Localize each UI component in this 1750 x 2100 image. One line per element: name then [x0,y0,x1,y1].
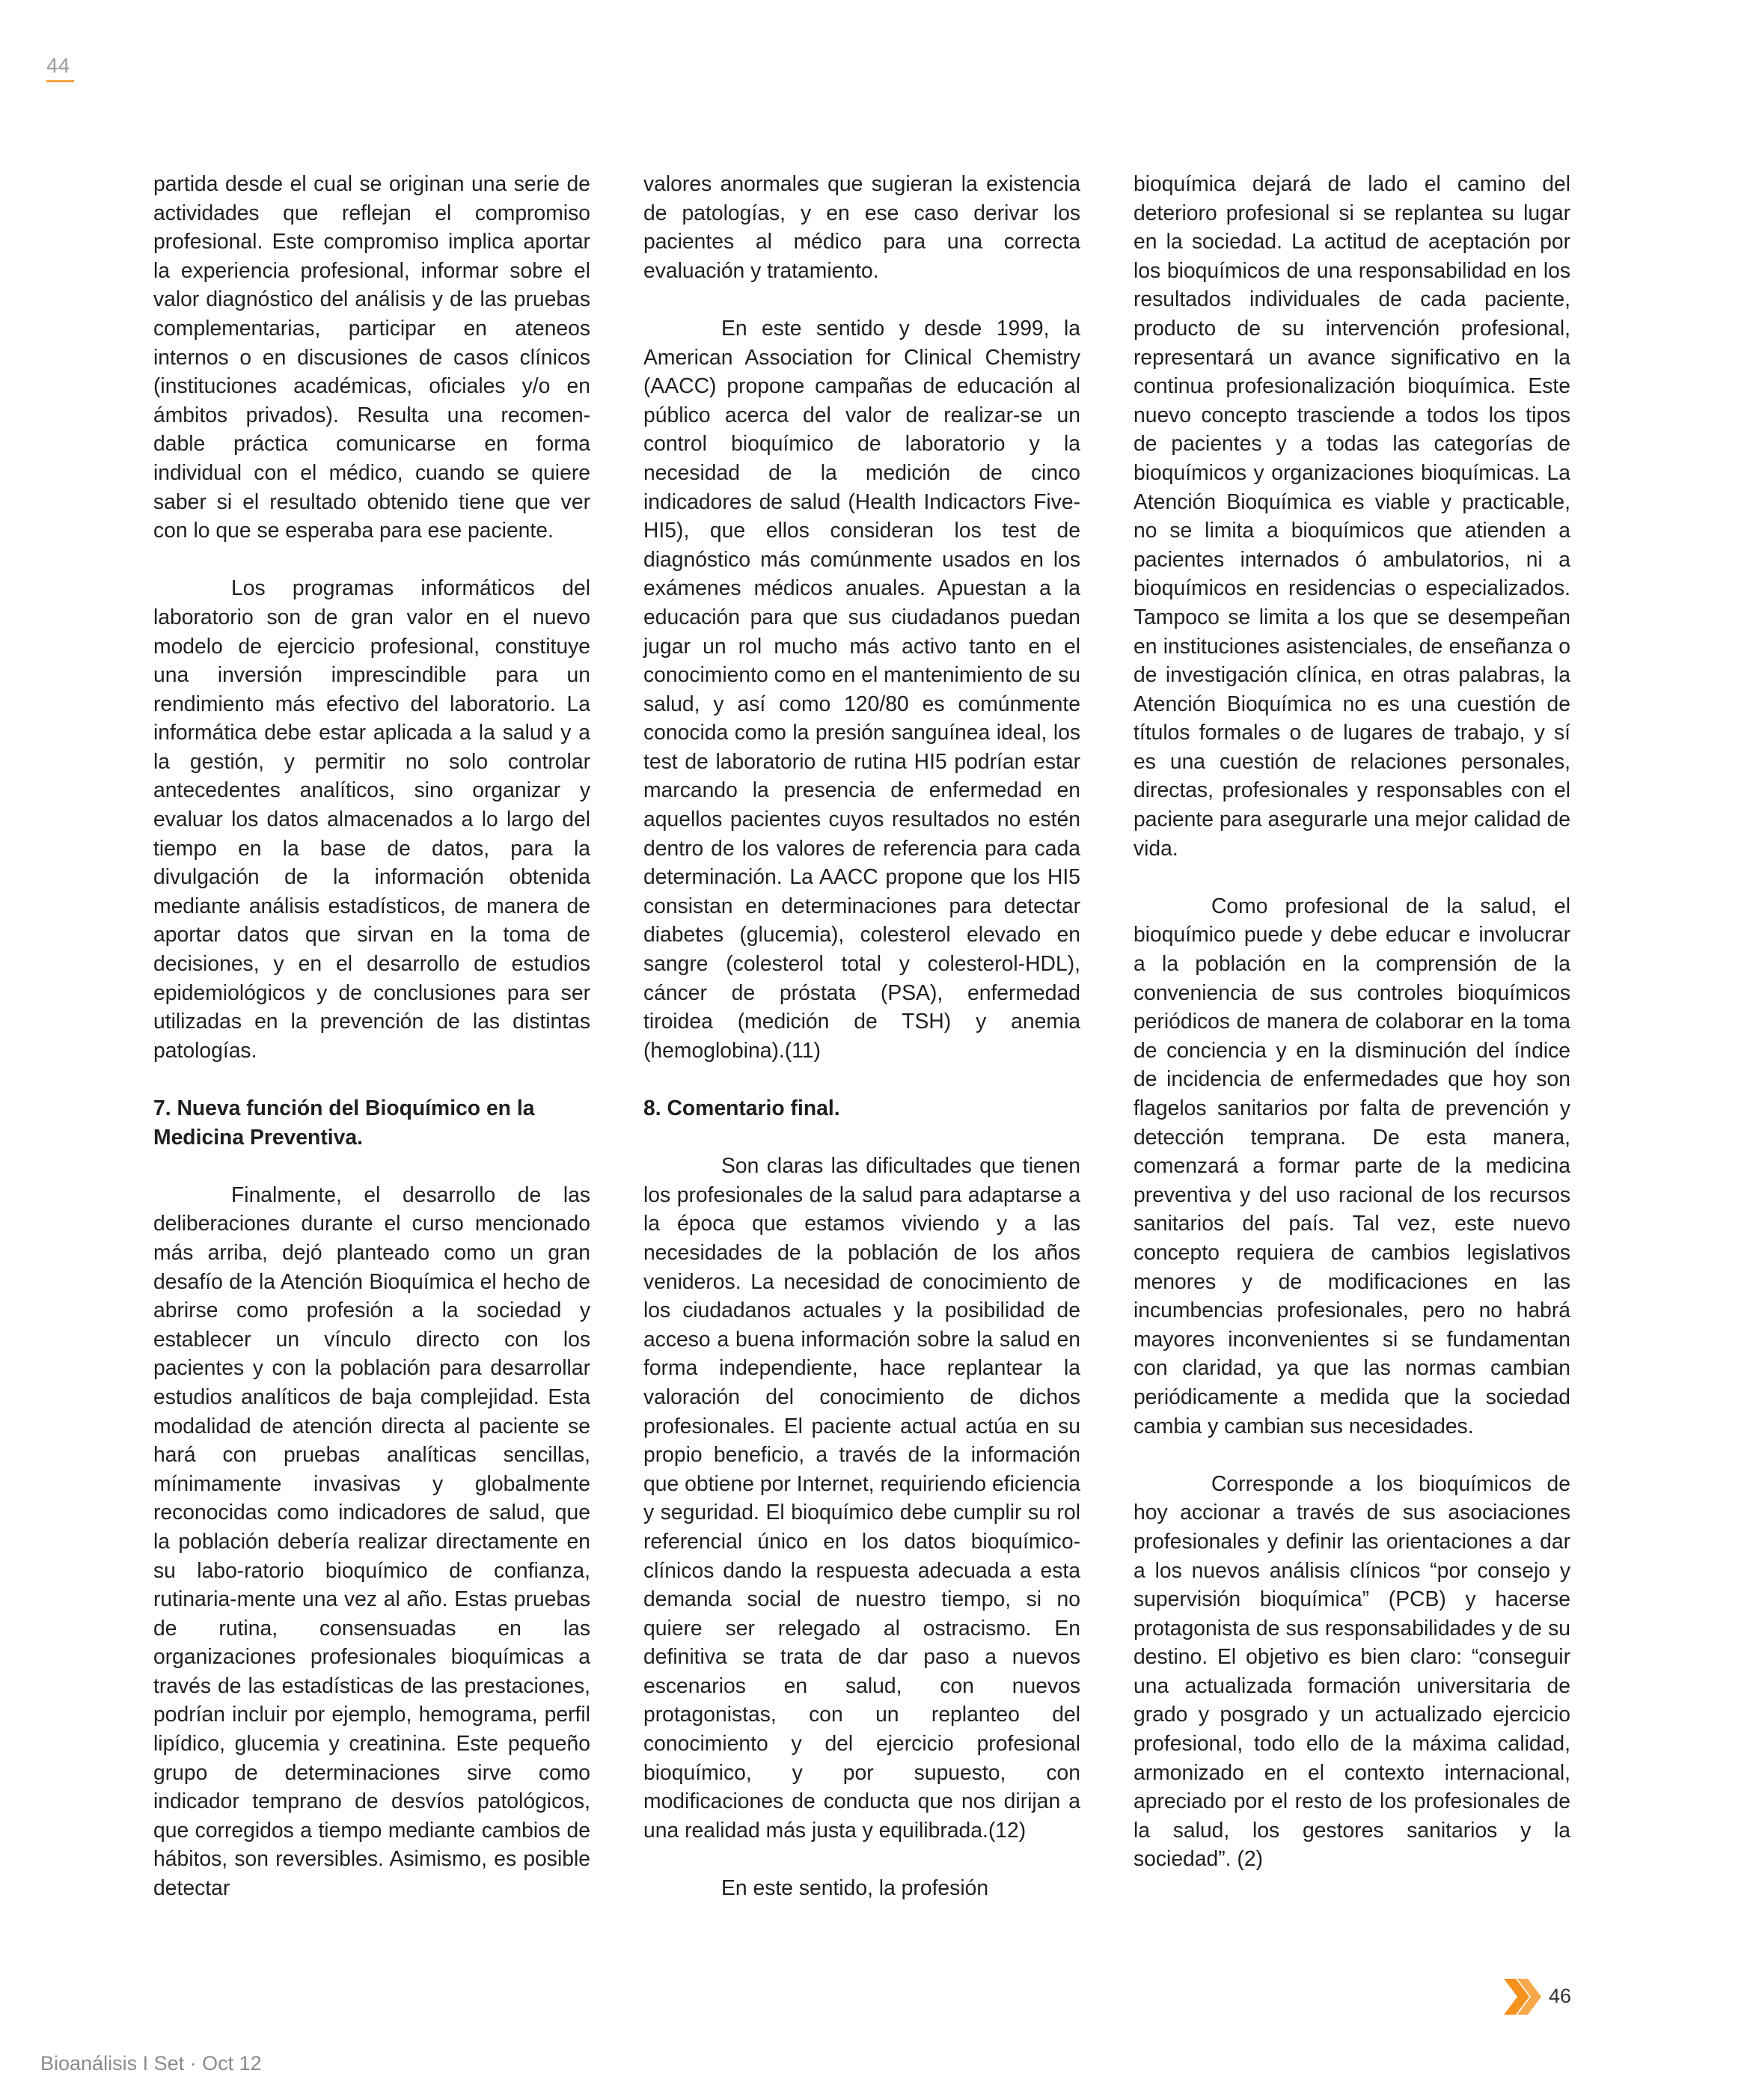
paragraph: Son claras las dificultades que tienen los profesionales de la salud para adaptarse a la época que estamos viviendo y a las necesidades de la población de los años venideros. La necesidad de conocimiento de los ciudadanos actuales y la posibilidad de acceso a buena información sobre la salud en forma independiente, hace replantear la valoración del conocimiento de dichos profesionales. El paciente actual actúa en su propio beneficio, a través de la información que obtiene por Internet, requiriendo eficiencia y seguridad. El bioquímico debe cumplir su rol referencial único en los datos bioquímico-clínicos dando la respuesta adecuada a esta demanda social de nuestro tiempo, si no quiere ser relegado al ostracismo. En definitiva se trata de dar paso a nuevos escenarios en salud, con nuevos protagonistas, con un replanteo del conocimiento y del ejercicio profesional bioquímico, y por supuesto, con modificaciones de conducta que nos dirijan a una realidad más justa y equilibrada.(12) [643,1153,1080,1842]
column-1 [153,169,590,1902]
paragraph: bioquímica dejará de lado el camino del deterioro profesional si se replantea su lugar en la sociedad. La actitud de aceptación por los bioquímicos de una responsabilidad en los resultados individuales de cada paciente, producto de su intervención profesional, representará un avance significativo en la continua profesionalización bioquímica. Este nuevo concepto trasciende a todos los tipos de pacientes y a todas las categorías de bioquímicos y organizaciones bioquímicas. La Atención Bioquímica es viable y practicable, no se limita a bioquímicos que atienden a pacientes internados ó ambulatorios, ni a bioquímicos en residencias o especializados. Tampoco se limita a los que se desempeñan en instituciones asistenciales, de enseñanza o de investigación clínica, en otras palabras, la Atención Bioquímica no es una cuestión de títulos formales o de lugares de trabajo, y sí es una cuestión de relaciones personales, directas, profesionales y responsables con el paciente para asegurarle una mejor calidad de vida. [1133,171,1570,860]
column-3 [1133,169,1570,1873]
paragraph: Finalmente, el desarrollo de las deliberaciones durante el curso mencionado más arriba, dejó planteado como un gran desafío de la Atención Bioquímica el hecho de abrirse como profesión a la sociedad y establecer un vínculo directo con los pacientes y con la población para desarrollar estudios analíticos de baja complejidad. Esta modalidad de atención directa al paciente se hará con pruebas analíticas sencillas, mínimamente invasivas y globalmente reconocidas como indicadores de salud, que la población debería realizar directamente en su labo-ratorio bioquímico de confianza, rutinaria-mente una vez al año. Estas pruebas de rutina, consensuadas en las organizaciones profesionales bioquímicas a través de las estadísticas de las prestaciones, podrían incluir por ejemplo, hemograma, perfil lipídico, glucemia y creatinina. Este pequeño grupo de determinaciones sirve como indicador temprano de desvíos patológicos, que corregidos a tiempo mediante cambios de hábitos, son reversibles. Asimismo, es posible detectar [153,1182,590,1900]
section-heading: 7. Nueva función del Bioquímico en la Medicina Preventiva. [153,1096,535,1149]
column-2 [643,169,1080,1902]
paragraph: Corresponde a los bioquímicos de hoy accionar a través de sus asociaciones profesionales y definir las orientaciones a dar a los nuevos análisis clínicos “por consejo y supervisión bioquímica” (PCB) y hacerse protagonista de sus responsabilidades y de su destino. El objetivo es bien claro: “conseguir una actualizada formación universitaria de grado y posgrado y un actualizado ejercicio profesional, todo ello de la máxima calidad, armonizado en el contexto internacional, apreciado por el resto de los profesionales de la salud, los gestores sanitarios y la sociedad”. (2) [1133,1471,1570,1871]
paragraph: Los programas informáticos del laboratorio son de gran valor en el nuevo modelo de ejercicio profesional, constituye una inversión imprescindible para un rendimiento más efectivo del laboratorio. La informática debe estar aplicada a la salud y a la gestión, y permitir no solo controlar antecedentes analíticos, sino organizar y evaluar los datos almacenados a lo largo del tiempo en la base de datos, para la divulgación de la información obtenida mediante análisis estadísticos, de manera de aportar datos que sirvan en la toma de decisiones, y en el desarrollo de estudios epidemiológicos y de conclusiones para ser utilizadas en la prevención de las distintas patologías. [153,576,590,1062]
page-number-top: 44 [46,54,70,77]
section-heading: 8. Comentario final. [643,1096,840,1120]
paragraph: Como profesional de la salud, el bioquímico puede y debe educar e involucrar a la población en la comprensión de la conveniencia de sus controles bioquímicos periódicos de manera de colaborar en la toma de conciencia y en la disminución del índice de incidencia de enfermedades que hoy son flagelos sanitarios por falta de prevención y detección temprana. De esta manera, comenzará a formar parte de la medicina preventiva y del uso racional de los recursos sanitarios del país. Tal vez, este nuevo concepto requiera de cambios legislativos menores y de modificaciones en las incumbencias profesionales, pero no habrá mayores inconvenientes si se fundamentan con claridad, ya que las normas cambian periódicamente a medida que la sociedad cambia y cambian sus necesidades. [1133,893,1570,1438]
paragraph: partida desde el cual se originan una serie de actividades que reflejan el compromiso profesional. Este compromiso implica aportar la experiencia profesional, informar sobre el valor diagnóstico del análisis y de las pruebas complementarias, participar en ateneos internos o en discusiones de casos clínicos (instituciones académicas, oficiales y/o en ámbitos privados). Resulta una recomen-dable práctica comunicarse en forma individual con el médico, cuando se quiere saber si el resultado obtenido tiene que ver con lo que se esperaba para ese paciente. [153,171,590,543]
paragraph: valores anormales que sugieran la existencia de patologías, y en ese caso derivar los pacientes al médico para una correcta evaluación y tratamiento. [643,171,1080,282]
page-number-bottom: 46 [1549,1985,1572,2007]
paragraph: En este sentido y desde 1999, la American Association for Clinical Chemistry (AACC) propone campañas de educación al público acerca del valor de realizar-se un control bioquímico de laboratorio y la necesidad de la medición de cinco indicadores de salud (Health Indicactors Five-HI5), que ellos consideran los test de diagnóstico más comúnmente usados en los exámenes médicos anuales. Apuestan a la educación para que sus ciudadanos puedan jugar un rol mucho más activo tanto en el conocimiento como en el mantenimiento de su salud, y así como 120/80 es comúnmente conocida como la presión sanguínea ideal, los test de laboratorio de rutina HI5 podrían estar marcando la presencia de enfermedad en aquellos pacientes cuyos resultados no estén dentro de los valores de referencia para cada determinación. La AACC propone que los HI5 consistan en determinaciones para detectar diabetes (glucemia), colesterol elevado en sangre (colesterol total y colesterol-HDL), cáncer de próstata (PSA), enfermedad tiroidea (medición de TSH) y anemia (hemoglobina).(11) [643,315,1080,1062]
publication-footer: Bioanálisis I Set · Oct 12 [40,2052,262,2075]
double-chevron-right-icon [1504,1979,1543,2015]
paragraph: En este sentido, la profesión [721,1875,989,1900]
